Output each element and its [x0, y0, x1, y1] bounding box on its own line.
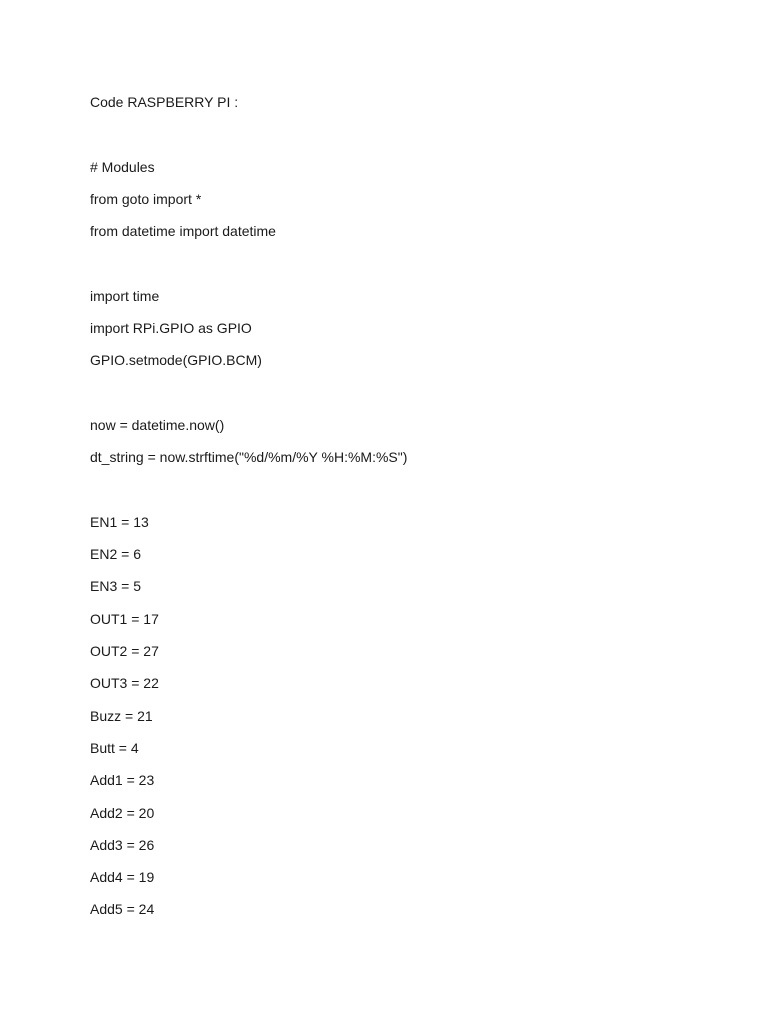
code-line: dt_string = now.strftime("%d/%m/%Y %H:%M:%S"): [90, 449, 408, 466]
code-line: Add5 = 24: [90, 901, 155, 918]
code-line: EN1 = 13: [90, 513, 149, 530]
code-line: GPIO.setmode(GPIO.BCM): [90, 352, 262, 369]
code-line: Add2 = 20: [90, 804, 155, 821]
blank-line: [90, 384, 768, 402]
code-line: import time: [90, 287, 160, 304]
code-line: EN3 = 5: [90, 578, 141, 595]
blank-line: [90, 254, 768, 272]
code-line: OUT1 = 17: [90, 610, 159, 627]
code-line: Add1 = 23: [90, 772, 155, 789]
code-line: Buzz = 21: [90, 707, 153, 724]
code-line: now = datetime.now(): [90, 416, 225, 433]
code-line: OUT3 = 22: [90, 675, 159, 692]
code-line: from datetime import datetime: [90, 223, 276, 240]
code-line: OUT2 = 27: [90, 643, 159, 660]
blank-line: [90, 481, 768, 499]
blank-line: [90, 125, 768, 143]
document-title: Code RASPBERRY PI :: [90, 94, 239, 110]
code-line: import RPi.GPIO as GPIO: [90, 320, 252, 337]
code-line: from goto import *: [90, 190, 202, 207]
code-line: EN2 = 6: [90, 546, 141, 563]
code-line: Butt = 4: [90, 739, 139, 756]
code-line: # Modules: [90, 158, 155, 175]
code-line: Add4 = 19: [90, 869, 155, 886]
code-line: Add3 = 26: [90, 836, 155, 853]
